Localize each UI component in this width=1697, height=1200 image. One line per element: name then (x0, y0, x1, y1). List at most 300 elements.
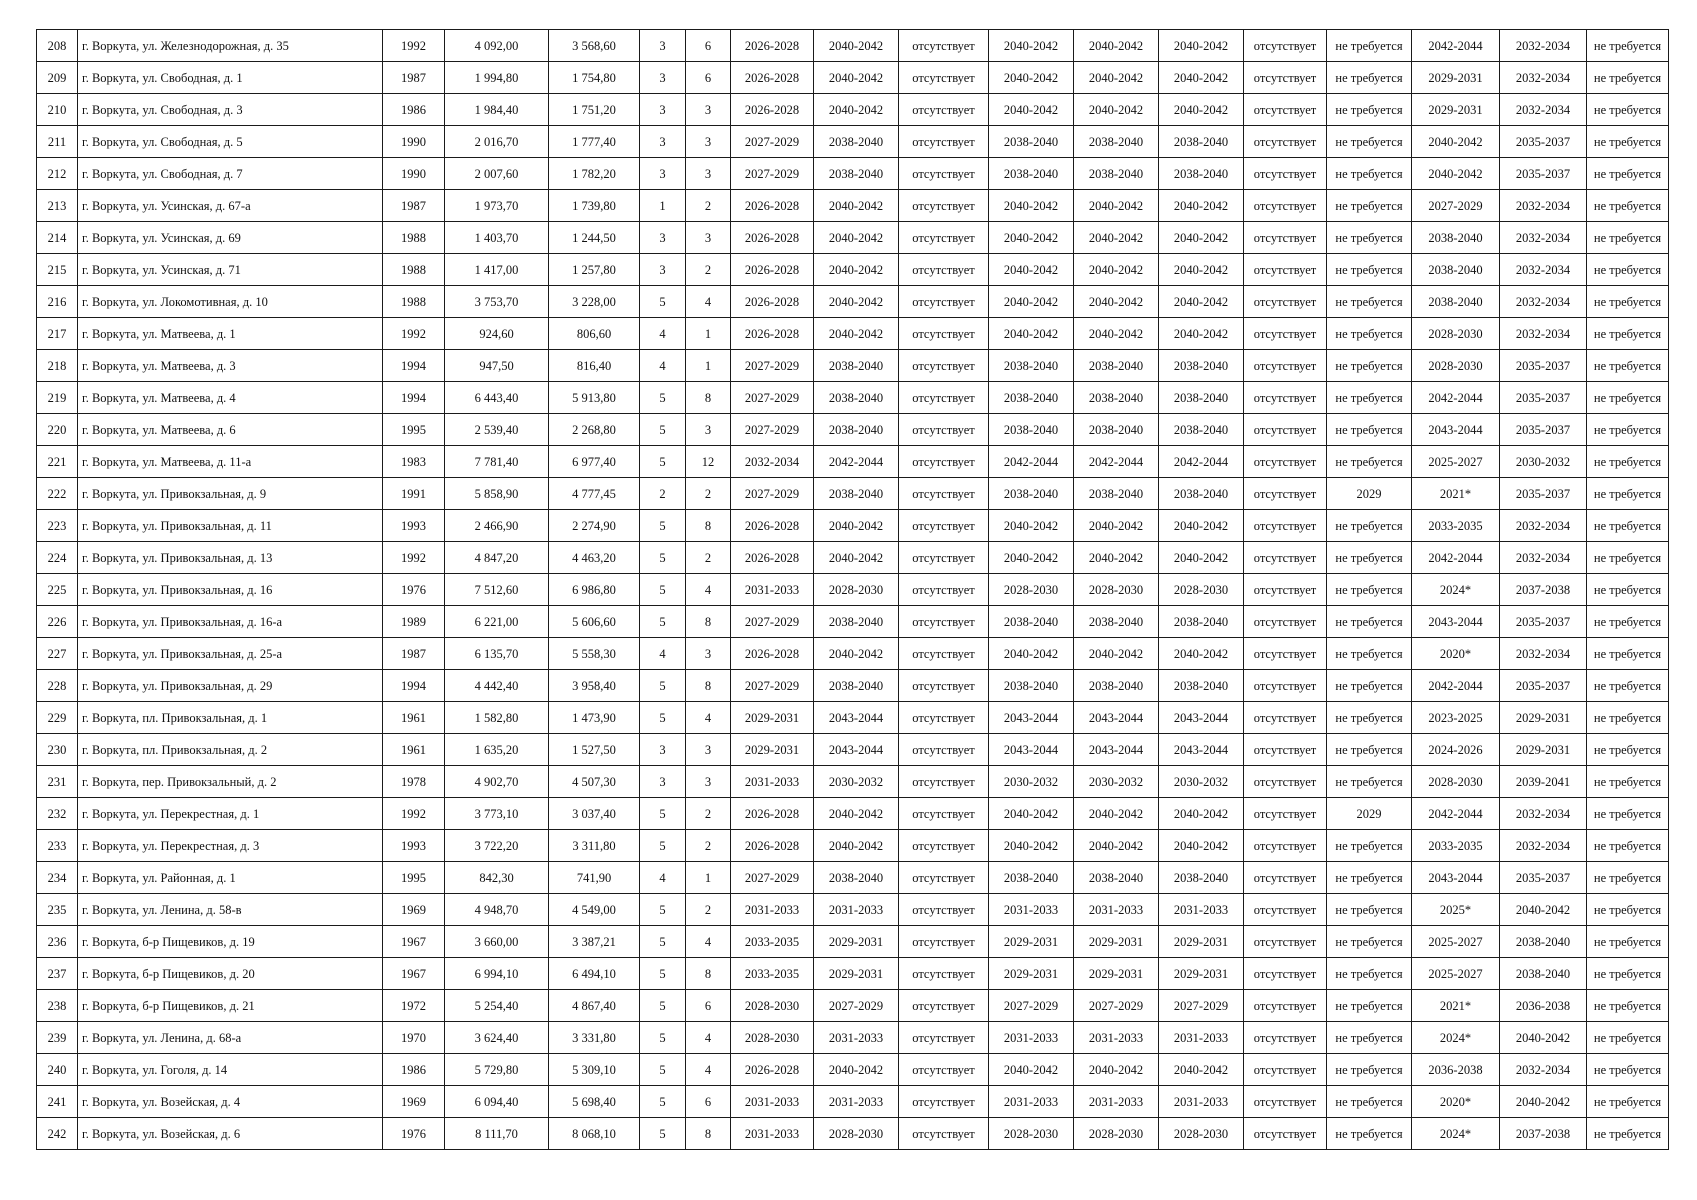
cell-period-5: 2040-2042 (1159, 542, 1244, 574)
cell-status-1: отсутствует (899, 1118, 989, 1150)
cell-address: г. Воркута, ул. Перекрестная, д. 3 (78, 830, 383, 862)
cell-requirement-2: не требуется (1587, 670, 1669, 702)
cell-address: г. Воркута, ул. Перекрестная, д. 1 (78, 798, 383, 830)
cell-total-area: 4 948,70 (445, 894, 549, 926)
cell-requirement-1: не требуется (1327, 1054, 1412, 1086)
cell-status-2: отсутствует (1244, 190, 1327, 222)
cell-period-3: 2038-2040 (989, 350, 1074, 382)
cell-address: г. Воркута, ул. Привокзальная, д. 11 (78, 510, 383, 542)
cell-period-2: 2029-2031 (814, 958, 899, 990)
cell-total-area: 1 984,40 (445, 94, 549, 126)
cell-period-5: 2040-2042 (1159, 286, 1244, 318)
cell-total-area: 1 973,70 (445, 190, 549, 222)
cell-requirement-1: не требуется (1327, 350, 1412, 382)
cell-requirement-1: не требуется (1327, 510, 1412, 542)
cell-requirement-2: не требуется (1587, 958, 1669, 990)
table-row (37, 830, 1669, 862)
cell-requirement-2: не требуется (1587, 158, 1669, 190)
cell-period-1: 2026-2028 (731, 62, 814, 94)
cell-requirement-2: не требуется (1587, 478, 1669, 510)
cell-living-area: 741,90 (549, 862, 640, 894)
cell-requirement-1: не требуется (1327, 1086, 1412, 1118)
cell-period-7: 2035-2037 (1500, 382, 1587, 414)
cell-year-built: 1987 (383, 190, 445, 222)
cell-total-area: 7 781,40 (445, 446, 549, 478)
cell-period-6: 2033-2035 (1412, 830, 1500, 862)
cell-row-number: 234 (37, 862, 78, 894)
cell-requirement-1: не требуется (1327, 862, 1412, 894)
cell-floors: 3 (640, 766, 686, 798)
cell-year-built: 1986 (383, 94, 445, 126)
cell-living-area: 5 309,10 (549, 1054, 640, 1086)
table-row (37, 382, 1669, 414)
cell-requirement-1: 2029 (1327, 478, 1412, 510)
cell-period-3: 2040-2042 (989, 190, 1074, 222)
cell-status-1: отсутствует (899, 574, 989, 606)
cell-year-built: 1976 (383, 574, 445, 606)
cell-status-1: отсутствует (899, 926, 989, 958)
cell-year-built: 1994 (383, 382, 445, 414)
cell-total-area: 6 221,00 (445, 606, 549, 638)
cell-period-6: 2040-2042 (1412, 126, 1500, 158)
table-row (37, 638, 1669, 670)
cell-period-3: 2040-2042 (989, 30, 1074, 62)
table-row (37, 158, 1669, 190)
cell-period-3: 2030-2032 (989, 766, 1074, 798)
cell-requirement-1: не требуется (1327, 734, 1412, 766)
cell-requirement-1: 2029 (1327, 798, 1412, 830)
cell-entrances: 1 (686, 350, 731, 382)
cell-total-area: 5 858,90 (445, 478, 549, 510)
cell-period-1: 2026-2028 (731, 798, 814, 830)
cell-period-1: 2031-2033 (731, 766, 814, 798)
table-row (37, 350, 1669, 382)
cell-period-3: 2038-2040 (989, 382, 1074, 414)
cell-requirement-2: не требуется (1587, 30, 1669, 62)
cell-period-5: 2029-2031 (1159, 958, 1244, 990)
cell-entrances: 4 (686, 1022, 731, 1054)
cell-requirement-1: не требуется (1327, 254, 1412, 286)
cell-period-4: 2040-2042 (1074, 830, 1159, 862)
cell-status-2: отсутствует (1244, 862, 1327, 894)
cell-period-5: 2038-2040 (1159, 126, 1244, 158)
cell-period-2: 2038-2040 (814, 670, 899, 702)
cell-total-area: 5 729,80 (445, 1054, 549, 1086)
cell-address: г. Воркута, ул. Возейская, д. 6 (78, 1118, 383, 1150)
cell-address: г. Воркута, ул. Матвеева, д. 3 (78, 350, 383, 382)
cell-row-number: 224 (37, 542, 78, 574)
cell-requirement-2: не требуется (1587, 62, 1669, 94)
cell-period-5: 2040-2042 (1159, 62, 1244, 94)
cell-status-1: отсутствует (899, 830, 989, 862)
table-row (37, 894, 1669, 926)
cell-period-4: 2038-2040 (1074, 350, 1159, 382)
cell-requirement-2: не требуется (1587, 574, 1669, 606)
cell-period-3: 2038-2040 (989, 670, 1074, 702)
cell-address: г. Воркута, ул. Привокзальная, д. 16 (78, 574, 383, 606)
cell-period-6: 2025* (1412, 894, 1500, 926)
cell-period-2: 2040-2042 (814, 798, 899, 830)
cell-period-5: 2029-2031 (1159, 926, 1244, 958)
cell-total-area: 3 753,70 (445, 286, 549, 318)
cell-status-1: отсутствует (899, 734, 989, 766)
cell-period-3: 2040-2042 (989, 318, 1074, 350)
cell-status-2: отсутствует (1244, 926, 1327, 958)
cell-address: г. Воркута, ул. Железнодорожная, д. 35 (78, 30, 383, 62)
cell-period-5: 2040-2042 (1159, 30, 1244, 62)
cell-living-area: 3 958,40 (549, 670, 640, 702)
cell-period-1: 2033-2035 (731, 926, 814, 958)
cell-period-3: 2043-2044 (989, 734, 1074, 766)
table-row (37, 190, 1669, 222)
cell-floors: 4 (640, 350, 686, 382)
cell-entrances: 1 (686, 862, 731, 894)
cell-requirement-1: не требуется (1327, 1118, 1412, 1150)
cell-period-6: 2028-2030 (1412, 766, 1500, 798)
cell-total-area: 6 135,70 (445, 638, 549, 670)
cell-year-built: 1995 (383, 862, 445, 894)
cell-floors: 1 (640, 190, 686, 222)
cell-requirement-2: не требуется (1587, 734, 1669, 766)
cell-total-area: 842,30 (445, 862, 549, 894)
cell-year-built: 1990 (383, 158, 445, 190)
cell-period-4: 2027-2029 (1074, 990, 1159, 1022)
cell-entrances: 2 (686, 830, 731, 862)
cell-address: г. Воркута, б-р Пищевиков, д. 19 (78, 926, 383, 958)
cell-address: г. Воркута, ул. Свободная, д. 1 (78, 62, 383, 94)
cell-requirement-1: не требуется (1327, 126, 1412, 158)
cell-period-5: 2038-2040 (1159, 350, 1244, 382)
cell-requirement-2: не требуется (1587, 510, 1669, 542)
cell-living-area: 1 782,20 (549, 158, 640, 190)
cell-status-2: отсутствует (1244, 510, 1327, 542)
cell-requirement-1: не требуется (1327, 606, 1412, 638)
cell-period-2: 2043-2044 (814, 734, 899, 766)
cell-period-4: 2040-2042 (1074, 254, 1159, 286)
cell-status-2: отсутствует (1244, 894, 1327, 926)
cell-floors: 3 (640, 734, 686, 766)
cell-requirement-2: не требуется (1587, 446, 1669, 478)
cell-period-6: 2038-2040 (1412, 254, 1500, 286)
cell-total-area: 6 443,40 (445, 382, 549, 414)
cell-requirement-1: не требуется (1327, 318, 1412, 350)
cell-total-area: 1 403,70 (445, 222, 549, 254)
cell-period-7: 2039-2041 (1500, 766, 1587, 798)
cell-row-number: 236 (37, 926, 78, 958)
cell-requirement-1: не требуется (1327, 638, 1412, 670)
cell-period-4: 2038-2040 (1074, 670, 1159, 702)
cell-period-6: 2042-2044 (1412, 542, 1500, 574)
cell-living-area: 2 268,80 (549, 414, 640, 446)
cell-period-3: 2040-2042 (989, 1054, 1074, 1086)
cell-year-built: 1986 (383, 1054, 445, 1086)
cell-period-1: 2031-2033 (731, 894, 814, 926)
cell-period-4: 2038-2040 (1074, 862, 1159, 894)
cell-period-2: 2038-2040 (814, 606, 899, 638)
cell-row-number: 220 (37, 414, 78, 446)
cell-period-7: 2037-2038 (1500, 574, 1587, 606)
cell-period-6: 2024* (1412, 1022, 1500, 1054)
cell-row-number: 210 (37, 94, 78, 126)
cell-row-number: 219 (37, 382, 78, 414)
cell-status-1: отсутствует (899, 478, 989, 510)
cell-row-number: 225 (37, 574, 78, 606)
cell-floors: 5 (640, 670, 686, 702)
cell-address: г. Воркута, ул. Свободная, д. 5 (78, 126, 383, 158)
cell-entrances: 2 (686, 478, 731, 510)
cell-requirement-1: не требуется (1327, 190, 1412, 222)
cell-floors: 5 (640, 798, 686, 830)
cell-period-7: 2040-2042 (1500, 1086, 1587, 1118)
cell-status-2: отсутствует (1244, 318, 1327, 350)
cell-requirement-1: не требуется (1327, 542, 1412, 574)
cell-floors: 4 (640, 638, 686, 670)
cell-year-built: 1993 (383, 830, 445, 862)
cell-row-number: 221 (37, 446, 78, 478)
cell-period-1: 2032-2034 (731, 446, 814, 478)
cell-requirement-1: не требуется (1327, 30, 1412, 62)
cell-total-area: 4 092,00 (445, 30, 549, 62)
cell-period-7: 2032-2034 (1500, 62, 1587, 94)
cell-period-5: 2038-2040 (1159, 382, 1244, 414)
cell-period-3: 2027-2029 (989, 990, 1074, 1022)
cell-year-built: 1992 (383, 798, 445, 830)
cell-period-2: 2027-2029 (814, 990, 899, 1022)
cell-row-number: 241 (37, 1086, 78, 1118)
cell-living-area: 5 698,40 (549, 1086, 640, 1118)
cell-address: г. Воркута, ул. Гоголя, д. 14 (78, 1054, 383, 1086)
cell-period-3: 2040-2042 (989, 254, 1074, 286)
cell-row-number: 208 (37, 30, 78, 62)
cell-period-2: 2040-2042 (814, 222, 899, 254)
cell-living-area: 1 527,50 (549, 734, 640, 766)
cell-row-number: 237 (37, 958, 78, 990)
cell-period-4: 2029-2031 (1074, 926, 1159, 958)
cell-entrances: 4 (686, 1054, 731, 1086)
cell-requirement-2: не требуется (1587, 126, 1669, 158)
cell-status-2: отсутствует (1244, 478, 1327, 510)
cell-period-5: 2040-2042 (1159, 510, 1244, 542)
cell-total-area: 5 254,40 (445, 990, 549, 1022)
cell-year-built: 1992 (383, 542, 445, 574)
cell-row-number: 227 (37, 638, 78, 670)
cell-entrances: 2 (686, 894, 731, 926)
cell-period-6: 2020* (1412, 1086, 1500, 1118)
cell-entrances: 3 (686, 734, 731, 766)
cell-address: г. Воркута, пл. Привокзальная, д. 2 (78, 734, 383, 766)
cell-requirement-1: не требуется (1327, 990, 1412, 1022)
cell-period-5: 2040-2042 (1159, 222, 1244, 254)
cell-period-4: 2038-2040 (1074, 414, 1159, 446)
cell-period-4: 2031-2033 (1074, 1022, 1159, 1054)
cell-period-7: 2032-2034 (1500, 510, 1587, 542)
cell-period-7: 2032-2034 (1500, 1054, 1587, 1086)
cell-period-3: 2040-2042 (989, 798, 1074, 830)
cell-status-1: отсутствует (899, 254, 989, 286)
table-row (37, 734, 1669, 766)
cell-period-3: 2038-2040 (989, 606, 1074, 638)
cell-period-6: 2043-2044 (1412, 606, 1500, 638)
cell-row-number: 229 (37, 702, 78, 734)
cell-total-area: 2 016,70 (445, 126, 549, 158)
cell-living-area: 4 549,00 (549, 894, 640, 926)
cell-period-1: 2026-2028 (731, 638, 814, 670)
cell-period-1: 2028-2030 (731, 990, 814, 1022)
cell-floors: 5 (640, 446, 686, 478)
cell-period-7: 2032-2034 (1500, 798, 1587, 830)
cell-living-area: 6 494,10 (549, 958, 640, 990)
cell-period-1: 2033-2035 (731, 958, 814, 990)
table-row (37, 702, 1669, 734)
cell-year-built: 1967 (383, 926, 445, 958)
table-row (37, 926, 1669, 958)
cell-address: г. Воркута, ул. Привокзальная, д. 16-а (78, 606, 383, 638)
cell-period-2: 2038-2040 (814, 478, 899, 510)
cell-period-6: 2043-2044 (1412, 414, 1500, 446)
cell-period-4: 2031-2033 (1074, 1086, 1159, 1118)
cell-period-2: 2040-2042 (814, 638, 899, 670)
cell-status-1: отсутствует (899, 414, 989, 446)
table-row (37, 254, 1669, 286)
cell-status-2: отсутствует (1244, 766, 1327, 798)
cell-period-2: 2028-2030 (814, 1118, 899, 1150)
cell-year-built: 1972 (383, 990, 445, 1022)
cell-period-1: 2026-2028 (731, 30, 814, 62)
cell-period-5: 2040-2042 (1159, 798, 1244, 830)
cell-period-2: 2040-2042 (814, 1054, 899, 1086)
cell-period-2: 2038-2040 (814, 414, 899, 446)
cell-period-5: 2040-2042 (1159, 190, 1244, 222)
cell-living-area: 816,40 (549, 350, 640, 382)
cell-requirement-1: не требуется (1327, 926, 1412, 958)
cell-living-area: 1 257,80 (549, 254, 640, 286)
cell-entrances: 4 (686, 574, 731, 606)
cell-requirement-1: не требуется (1327, 830, 1412, 862)
table-row (37, 318, 1669, 350)
cell-row-number: 232 (37, 798, 78, 830)
cell-requirement-2: не требуется (1587, 1054, 1669, 1086)
cell-total-area: 2 466,90 (445, 510, 549, 542)
cell-status-1: отсутствует (899, 1086, 989, 1118)
cell-period-2: 2040-2042 (814, 254, 899, 286)
cell-floors: 3 (640, 158, 686, 190)
cell-row-number: 222 (37, 478, 78, 510)
cell-requirement-2: не требуется (1587, 606, 1669, 638)
cell-period-2: 2038-2040 (814, 126, 899, 158)
table-row (37, 574, 1669, 606)
cell-period-5: 2038-2040 (1159, 670, 1244, 702)
cell-entrances: 8 (686, 510, 731, 542)
cell-period-7: 2032-2034 (1500, 318, 1587, 350)
cell-period-3: 2040-2042 (989, 94, 1074, 126)
cell-year-built: 1988 (383, 286, 445, 318)
cell-floors: 5 (640, 1118, 686, 1150)
cell-entrances: 2 (686, 190, 731, 222)
cell-entrances: 2 (686, 542, 731, 574)
cell-status-1: отсутствует (899, 94, 989, 126)
table-row (37, 30, 1669, 62)
table-row (37, 670, 1669, 702)
cell-period-3: 2038-2040 (989, 862, 1074, 894)
cell-period-1: 2026-2028 (731, 542, 814, 574)
cell-year-built: 1976 (383, 1118, 445, 1150)
cell-period-4: 2040-2042 (1074, 638, 1159, 670)
cell-total-area: 3 773,10 (445, 798, 549, 830)
cell-living-area: 3 387,21 (549, 926, 640, 958)
cell-living-area: 3 568,60 (549, 30, 640, 62)
cell-status-2: отсутствует (1244, 414, 1327, 446)
cell-period-6: 2040-2042 (1412, 158, 1500, 190)
cell-requirement-2: не требуется (1587, 222, 1669, 254)
cell-status-2: отсутствует (1244, 990, 1327, 1022)
cell-period-2: 2028-2030 (814, 574, 899, 606)
cell-requirement-2: не требуется (1587, 990, 1669, 1022)
cell-status-2: отсутствует (1244, 638, 1327, 670)
cell-period-1: 2029-2031 (731, 702, 814, 734)
cell-period-2: 2031-2033 (814, 1022, 899, 1054)
cell-floors: 5 (640, 926, 686, 958)
cell-entrances: 4 (686, 286, 731, 318)
cell-period-4: 2043-2044 (1074, 734, 1159, 766)
cell-entrances: 2 (686, 254, 731, 286)
cell-living-area: 3 311,80 (549, 830, 640, 862)
cell-address: г. Воркута, б-р Пищевиков, д. 21 (78, 990, 383, 1022)
cell-period-7: 2037-2038 (1500, 1118, 1587, 1150)
cell-period-3: 2028-2030 (989, 574, 1074, 606)
cell-floors: 3 (640, 94, 686, 126)
cell-period-6: 2021* (1412, 990, 1500, 1022)
cell-period-2: 2040-2042 (814, 62, 899, 94)
cell-period-4: 2040-2042 (1074, 190, 1159, 222)
cell-period-6: 2023-2025 (1412, 702, 1500, 734)
cell-period-1: 2026-2028 (731, 286, 814, 318)
cell-period-4: 2031-2033 (1074, 894, 1159, 926)
cell-requirement-2: не требуется (1587, 926, 1669, 958)
cell-period-6: 2036-2038 (1412, 1054, 1500, 1086)
cell-status-2: отсутствует (1244, 94, 1327, 126)
cell-floors: 4 (640, 318, 686, 350)
cell-period-4: 2040-2042 (1074, 510, 1159, 542)
cell-entrances: 1 (686, 318, 731, 350)
cell-period-7: 2035-2037 (1500, 478, 1587, 510)
cell-period-6: 2025-2027 (1412, 958, 1500, 990)
cell-year-built: 1961 (383, 702, 445, 734)
cell-total-area: 3 624,40 (445, 1022, 549, 1054)
table-row (37, 990, 1669, 1022)
cell-entrances: 12 (686, 446, 731, 478)
cell-period-4: 2038-2040 (1074, 158, 1159, 190)
cell-living-area: 4 463,20 (549, 542, 640, 574)
cell-period-4: 2043-2044 (1074, 702, 1159, 734)
cell-year-built: 1988 (383, 254, 445, 286)
cell-year-built: 1978 (383, 766, 445, 798)
cell-total-area: 3 660,00 (445, 926, 549, 958)
cell-floors: 4 (640, 862, 686, 894)
cell-period-7: 2032-2034 (1500, 254, 1587, 286)
cell-period-4: 2038-2040 (1074, 126, 1159, 158)
cell-requirement-2: не требуется (1587, 190, 1669, 222)
cell-row-number: 217 (37, 318, 78, 350)
cell-period-7: 2035-2037 (1500, 670, 1587, 702)
cell-address: г. Воркута, ул. Усинская, д. 67-а (78, 190, 383, 222)
cell-entrances: 6 (686, 30, 731, 62)
table-row (37, 1118, 1669, 1150)
cell-period-5: 2028-2030 (1159, 1118, 1244, 1150)
cell-living-area: 6 986,80 (549, 574, 640, 606)
cell-status-2: отсутствует (1244, 254, 1327, 286)
cell-period-7: 2032-2034 (1500, 638, 1587, 670)
cell-requirement-2: не требуется (1587, 382, 1669, 414)
